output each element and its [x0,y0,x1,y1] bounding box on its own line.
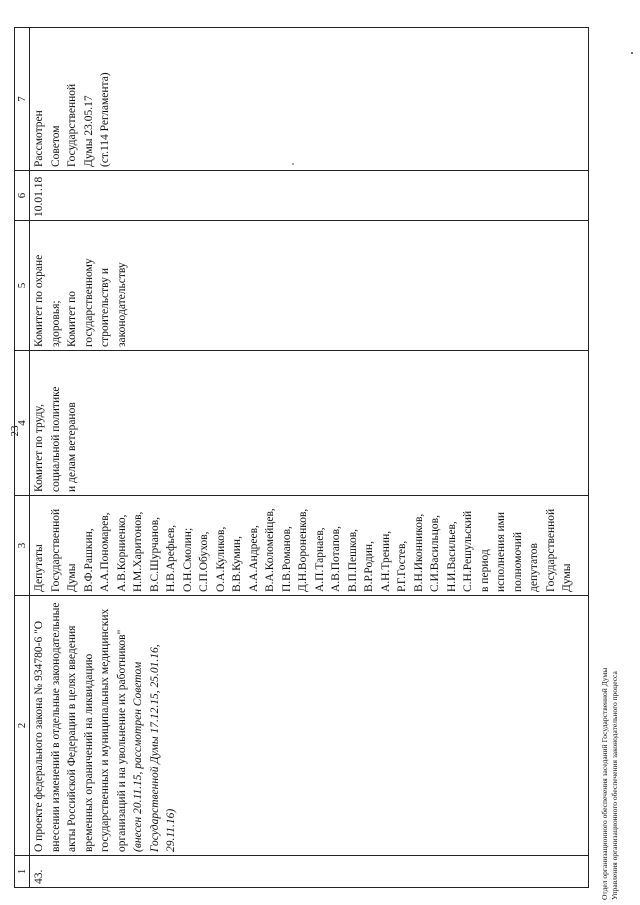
bill-table [14,28,589,888]
author-line: Д.Н.Вороненков, [297,508,309,592]
col-header-6: 6 [15,171,30,221]
author-line: полномочий [511,532,524,592]
author-line: в период [478,549,491,592]
author-line: В.Ф.Рашкин, [82,528,95,592]
author-line: А.Н.Тренин, [379,530,392,592]
author-line: Депутаты [33,544,45,592]
authors-list [31,499,576,592]
bill-title: О проекте федерального закона № 934780-6 "О внесении изменений в отдельные законодательные акты Российской Федерации в целях введения временных ограничений на ликвидацию государственных и муниципальных медицинских организаций и на увольнение их работников" [33,602,128,852]
status-line: (ст.114 Регламента) [99,72,111,167]
scan-speck [631,52,633,54]
author-line: А.А.Андреев, [247,525,260,592]
bill-grid [14,27,589,888]
committee-cell [30,351,589,496]
committee-list [31,354,81,492]
author-line: С.П.Обухов, [198,531,210,592]
status-cell [30,28,589,171]
author-line: А.В.Потапов, [330,526,342,592]
col-header-7: 7 [15,28,30,171]
col-header-3: 3 [15,496,30,596]
author-line: Думы [561,563,573,592]
authors-cell [30,496,589,596]
co-committee-line: государственному [82,258,95,347]
author-line: Н.М.Харитонов, [132,511,144,592]
footer-line-1: Отдел организационного обеспечения заседаний Государственной Думы [600,667,609,900]
footer [600,540,640,900]
author-line: Н.И.Васильев, [445,521,458,592]
author-line: С.И.Васильцов, [429,515,441,592]
author-line: В.В.Кумин, [231,536,243,592]
author-line: А.П.Тарнаев, [313,527,326,592]
status-line: Думы 23.05.17 [82,95,95,167]
author-line: О.Н.Смолин; [181,527,194,592]
author-line: В.Н.Иконников, [412,513,425,592]
author-line: В.Р.Родин, [363,541,375,592]
committee-line: социальной политике [49,386,62,492]
status-line: Рассмотрен [33,110,45,167]
author-line: Р.Г.Гостев, [396,540,408,592]
author-line: В.С.Шурчанов, [148,516,161,592]
author-line: Государственной [49,508,62,592]
author-line: А.В.Корниенко, [115,514,128,592]
committee-line: и делам ветеранов [66,402,78,492]
col-header-1: 1 [15,856,30,888]
date-cell: 10.01.18 [30,171,589,221]
co-committees-cell [30,221,589,351]
co-committees-list [31,224,130,347]
status-line: Советом [49,125,62,167]
footer-line-2: Управления организационного обеспечения законодательного процесса [610,671,619,900]
author-line: исполнения ими [495,511,507,592]
co-committee-line: Комитет по охране [33,254,45,347]
table-row [30,28,589,888]
page-number: 23 [9,425,21,437]
author-line: В.А.Коломейцев, [264,508,276,592]
author-line: В.П.Пешков, [346,528,359,592]
author-line: С.Н.Решульский [462,510,474,592]
co-committee-line: законодательству [115,262,128,347]
status-list [31,31,114,167]
col-header-5: 5 [15,221,30,351]
co-committee-line: здоровья; [49,300,62,347]
col-header-2: 2 [15,596,30,856]
bill-note: (внесен 20.11.15, рассмотрен Советом Государственной Думы 17.12.15, 25.01.16, 29.11.16) [132,644,177,852]
row-number: 43. [30,856,589,888]
author-line: Думы [66,563,78,592]
author-line: Н.В.Арефьев, [165,524,177,592]
author-line: А.А.Пономарев, [99,512,111,592]
author-line: О.А.Куликов, [214,526,227,592]
col-header-4: 4 [15,351,30,496]
committee-line: Комитет по труду, [33,404,45,492]
author-line: Государственной [544,508,557,592]
author-line: П.В.Романов, [280,526,293,592]
header-row [15,28,30,888]
co-committee-line: Комитет по [66,291,78,347]
author-line: депутатов [528,543,540,592]
co-committee-line: строительству и [99,268,111,347]
status-line: Государственной [66,83,78,167]
bill-description [30,596,589,856]
